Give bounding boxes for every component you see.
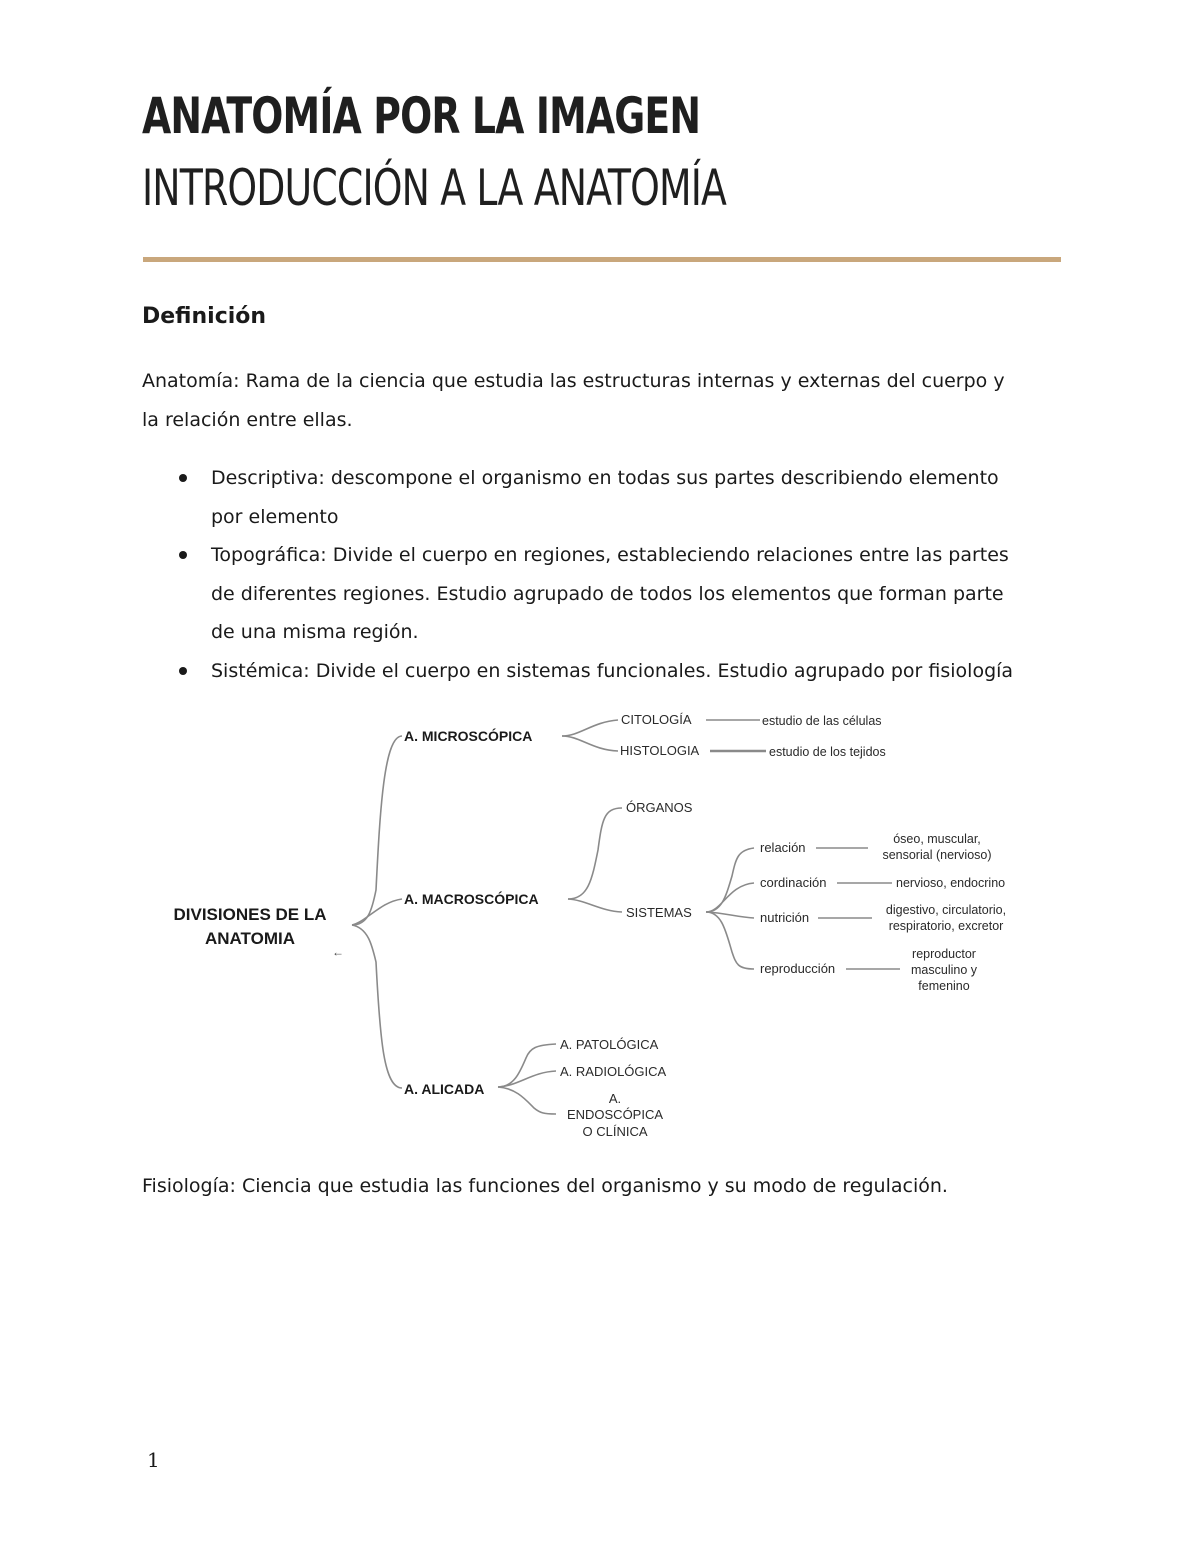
node-patologica: A. PATOLÓGICA [560, 1037, 659, 1052]
node-radiologica: A. RADIOLÓGICA [560, 1064, 667, 1079]
node-macroscopica: A. MACROSCÓPICA [404, 891, 539, 907]
connector-aplicada-endoscopica [498, 1087, 556, 1114]
definition-paragraph [142, 362, 1062, 440]
list-item-line: por elemento [211, 505, 339, 528]
desc-cordinacion: nervioso, endocrino [896, 876, 1006, 890]
connector-macro-sistemas [568, 899, 622, 912]
node-histologia: HISTOLOGIA [620, 743, 700, 758]
connector-root-micro [352, 736, 402, 925]
list-item-sistemica [142, 652, 1062, 691]
list-item-line: Descriptiva: descompone el organismo en todas sus partes describiendo elemento [211, 467, 999, 489]
desc-nutricion-line: digestivo, circulatorio, [885, 903, 1007, 917]
connector-micro-histologia [562, 736, 618, 751]
desc-nutricion-line: respiratorio, excretor [888, 919, 1004, 933]
node-endoscopica-line: A. [608, 1091, 622, 1106]
anatomy-types-list [142, 459, 1062, 690]
connector-root-macro [352, 899, 402, 925]
node-aplicada: A. ALICADA [404, 1081, 485, 1097]
bullet-icon [179, 551, 187, 559]
connector-root-aplicada [352, 925, 402, 1088]
desc-relacion-line: sensorial (nervioso) [882, 848, 992, 862]
node-microscopica: A. MICROSCÓPICA [404, 728, 533, 744]
desc-citologia: estudio de las células [762, 714, 882, 728]
desc-reproduccion-line: femenino [918, 979, 970, 993]
node-endoscopica-line: ENDOSCÓPICA [566, 1107, 664, 1122]
list-item-topografica [142, 536, 1062, 652]
physiology-paragraph: Fisiología: Ciencia que estudia las funciones del organismo y su modo de regulación. [142, 1175, 948, 1197]
list-item-line: Sistémica: Divide el cuerpo en sistemas funcionales. Estudio agrupado por fisiología [211, 659, 1014, 682]
node-nutricion: nutrición [760, 910, 810, 925]
bullet-icon [179, 474, 187, 482]
divisions-diagram [140, 700, 1060, 1150]
list-item-line: Topográfica: Divide el cuerpo en regiones, estableciendo relaciones entre las partes [211, 544, 1009, 566]
diagram-root-line: ANATOMIA [204, 929, 296, 948]
desc-reproduccion-line: reproductor [912, 947, 976, 961]
section-heading-definicion: Definición [142, 304, 267, 329]
desc-histologia: estudio de los tejidos [769, 745, 886, 759]
document-subtitle: INTRODUCCIÓN A LA ANATOMÍA [142, 159, 727, 217]
title-divider [143, 257, 1061, 262]
list-item-line: de diferentes regiones. Estudio agrupado de todos los elementos que forman parte [211, 582, 1004, 605]
connector-sistemas-reproduccion [706, 912, 754, 969]
desc-relacion-line: óseo, muscular, [893, 832, 981, 846]
list-item-descriptiva [142, 459, 1062, 536]
divisions-diagram-svg [140, 700, 1060, 1150]
node-cordinacion: cordinación [760, 875, 827, 890]
definition-line: Anatomía: Rama de la ciencia que estudia las estructuras internas y externas del cuerpo y [142, 370, 1005, 392]
node-reproduccion: reproducción [760, 961, 836, 976]
definition-line: la relación entre ellas. [142, 409, 353, 431]
diagram-root-line: DIVISIONES DE LA [173, 905, 327, 924]
connector-macro-organos [568, 808, 622, 899]
bullet-icon [179, 667, 187, 675]
node-endoscopica-line: O CLÍNICA [582, 1124, 648, 1139]
connector-sistemas-relacion [706, 848, 754, 912]
node-organos: ÓRGANOS [626, 800, 693, 815]
node-sistemas: SISTEMAS [626, 905, 692, 920]
arrow-left-icon: ← [332, 945, 344, 959]
connector-sistemas-cordinacion [706, 883, 754, 912]
desc-reproduccion-line: masculino y [911, 963, 977, 977]
page-number: 1 [147, 1448, 160, 1472]
document-title: ANATOMÍA POR LA IMAGEN [142, 87, 701, 145]
node-relacion: relación [760, 840, 806, 855]
node-citologia: CITOLOGÍA [621, 712, 692, 727]
connector-micro-citologia [562, 720, 618, 736]
connector-aplicada-patologica [498, 1044, 556, 1087]
list-item-line: de una misma región. [211, 621, 419, 643]
